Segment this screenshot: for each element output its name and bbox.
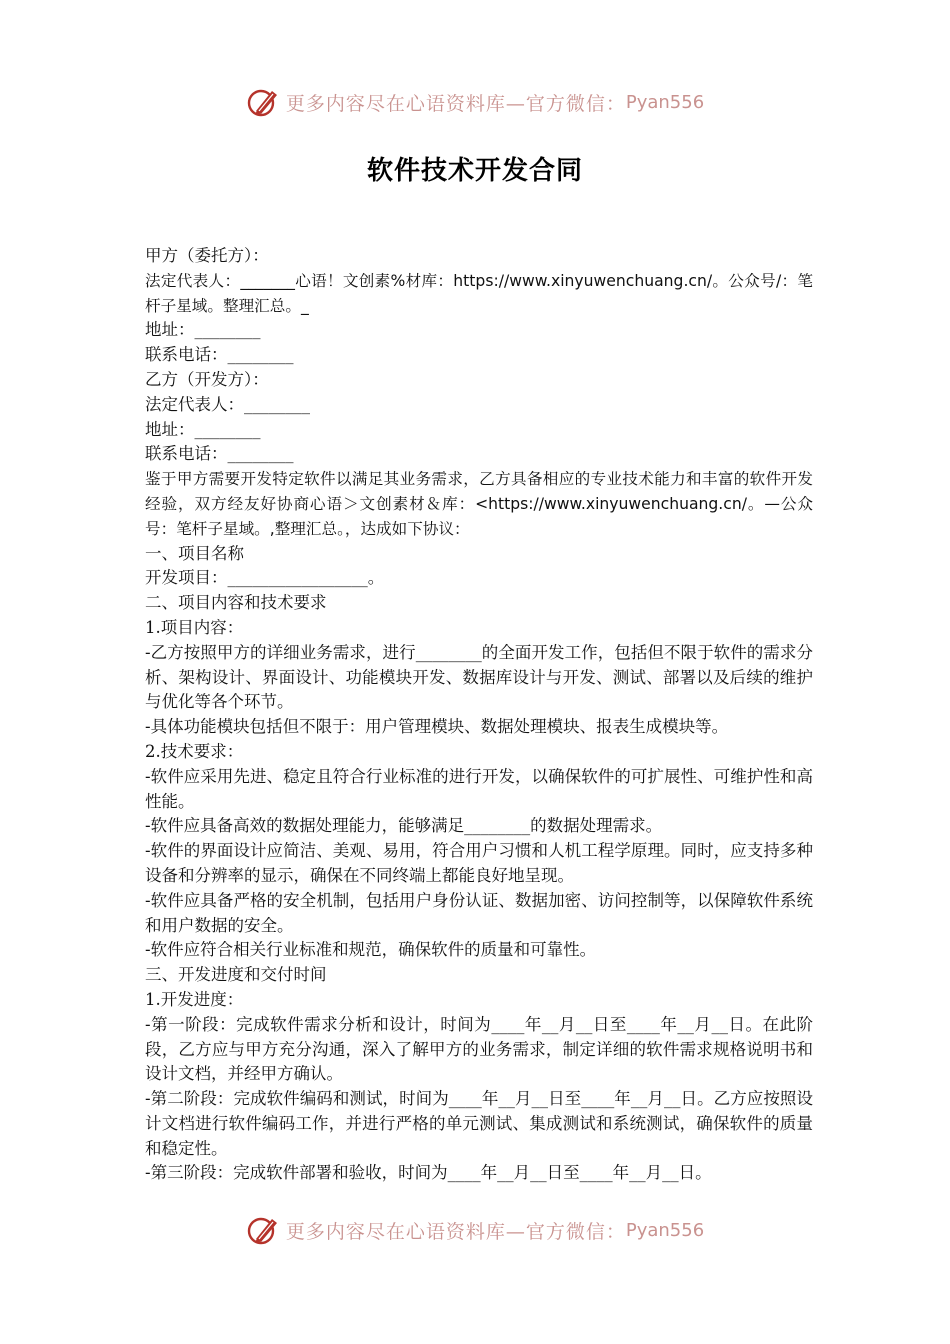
header-banner xyxy=(0,82,950,122)
sub-heading: 2.技术要求： xyxy=(145,741,244,761)
party-b-representative: 法定代表人：________ xyxy=(145,394,310,414)
party-a-heading: 甲方（委托方）： xyxy=(145,246,269,265)
document-body xyxy=(145,244,813,1186)
paragraph: -软件应具备高效的数据处理能力，能够满足________的数据处理需求。 xyxy=(145,816,663,836)
paragraph: -第二阶段：完成软件编码和测试，时间为____年__月__日至____年__月__日。乙方应按照设计文档进行软件编码工作，并进行严格的单元测试、集成测试和系统测试，确保软件的质量和稳定性。 xyxy=(145,1089,813,1158)
party-b-phone: 联系电话：________ xyxy=(145,444,294,464)
document-title: 软件技术开发合同 xyxy=(366,156,583,186)
section-heading: 一、项目名称 xyxy=(145,543,244,563)
banner-wechat-id: Pyan556 xyxy=(625,1219,705,1241)
pen-nib-icon xyxy=(246,84,282,120)
party-a-address: 地址：________ xyxy=(145,320,261,340)
party-b-heading: 乙方（开发方）： xyxy=(145,369,269,389)
party-b-address: 地址：________ xyxy=(145,419,261,439)
section-heading: 三、开发进度和交付时间 xyxy=(145,965,327,985)
party-a-representative: 法定代表人：_______心语！文创素%材库：https://www.xinyuwenchuang.cn/。公众号/：笔杆子星域。整理汇总。_ xyxy=(145,271,813,315)
sub-heading: 1.开发进度： xyxy=(145,989,244,1009)
banner-text: 更多内容尽在心语资料库—官方微信： xyxy=(285,1220,626,1243)
paragraph: -软件的界面设计应简洁、美观、易用，符合用户习惯和人机工程学原理。同时，应支持多种设备和分辨率的显示，确保在不同终端上都能良好地呈现。 xyxy=(145,841,813,885)
banner-text: 更多内容尽在心语资料库—官方微信： xyxy=(285,92,626,115)
footer-banner xyxy=(0,1210,950,1250)
paragraph: -第一阶段：完成软件需求分析和设计，时间为____年__月__日至____年__月__日。在此阶段，乙方应与甲方充分沟通，深入了解甲方的业务需求，制定详细的软件需求规格说明书和设计文档，并经甲方确认。 xyxy=(145,1014,813,1084)
banner-wechat-id: Pyan556 xyxy=(625,91,705,113)
paragraph: -具体功能模块包括但不限于：用户管理模块、数据处理模块、报表生成模块等。 xyxy=(145,717,729,737)
preamble-paragraph: 鉴于甲方需要开发特定软件以满足其业务需求，乙方具备相应的专业技术能力和丰富的软件开发经验，双方经友好协商心语＞文创素材＆库：<https://www.xinyuwenchuang.cn/。—公众号：笔杆子星域。,整理汇总。，达成如下协议： xyxy=(145,470,813,538)
paragraph: -软件应符合相关行业标准和规范，确保软件的质量和可靠性。 xyxy=(145,940,597,960)
section-heading: 二、项目内容和技术要求 xyxy=(145,593,327,613)
paragraph: -软件应采用先进、稳定且符合行业标准的进行开发，以确保软件的可扩展性、可维护性和高性能。 xyxy=(145,766,813,811)
party-a-phone: 联系电话：________ xyxy=(145,345,294,365)
paragraph: -乙方按照甲方的详细业务需求，进行________的全面开发工作，包括但不限于软件的需求分析、架构设计、界面设计、功能模块开发、数据库设计与开发、测试、部署以及后续的维护与优化等各个环节。 xyxy=(145,642,813,712)
pen-nib-icon xyxy=(246,1212,282,1248)
sub-heading: 1.项目内容： xyxy=(145,617,244,637)
paragraph: 开发项目：_________________。 xyxy=(145,568,385,588)
paragraph: -软件应具备严格的安全机制，包括用户身份认证、数据加密、访问控制等，以保障软件系统和用户数据的安全。 xyxy=(145,890,813,935)
paragraph: -第三阶段：完成软件部署和验收，时间为____年__月__日至____年__月__日。 xyxy=(145,1163,712,1183)
